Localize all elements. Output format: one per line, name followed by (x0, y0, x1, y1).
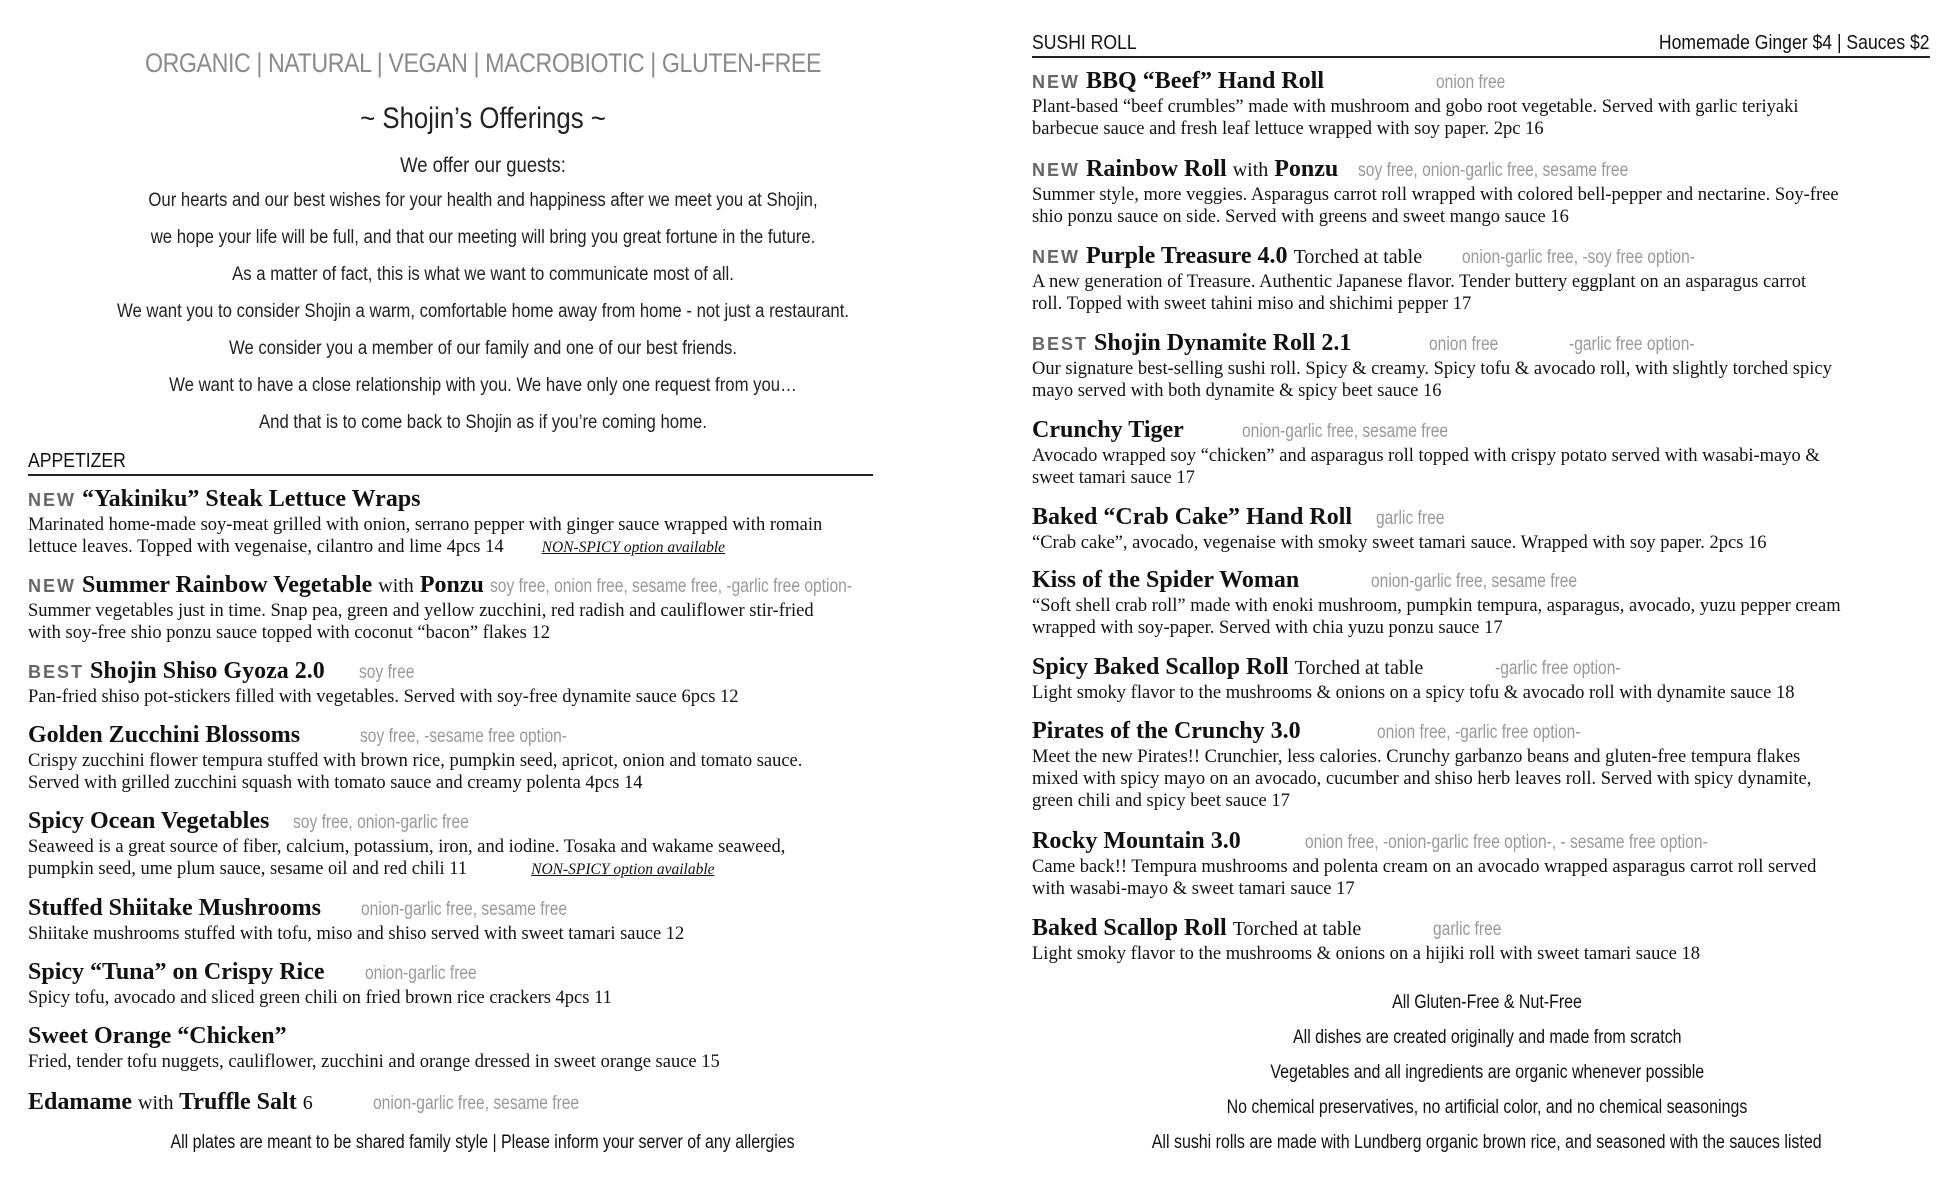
dietary-notes: onion free (1429, 334, 1499, 355)
intro-text (28, 150, 938, 441)
fact-line: All Gluten-Free & Nut-Free (1392, 992, 1582, 1013)
intro-line: Our hearts and our best wishes for your health and happiness after we meet you at Shojin, (148, 190, 818, 211)
new-badge: NEW (1032, 72, 1080, 92)
item-name: Spicy Ocean Vegetables (28, 808, 270, 834)
item-desc: Came back!! Tempura mushrooms and polenta cream on an avocado wrapped asparagus carrot roll served (1032, 857, 1817, 877)
shared-plates-note: All plates are meant to be shared family style | Please inform your server of any allergies (170, 1132, 796, 1153)
intro-line: And that is to come back to Shojin as if you’re coming home. (259, 412, 707, 433)
menu-item (1032, 241, 1960, 315)
fact-line: All dishes are created originally and made from scratch (1292, 1027, 1682, 1048)
intro-line: We want to have a close relationship with you. We have only one request from you… (169, 375, 797, 396)
item-name: Golden Zucchini Blossoms (28, 722, 301, 748)
ginger-sauce-prices: Homemade Ginger $4 | Sauces $2 (1659, 32, 1930, 54)
fact-line: No chemical preservatives, no artificial color, and no chemical seasonings (1226, 1097, 1748, 1118)
item-desc: “Soft shell crab roll” made with enoki mushroom, pumpkin tempura, asparagus, avocado, yuzu pepper cream (1032, 596, 1841, 616)
dietary-notes: garlic free (1433, 919, 1502, 940)
restaurant-facts (1032, 985, 1942, 1160)
menu-item (28, 1021, 958, 1073)
item-desc: lettuce leaves. Topped with vegenaise, cilantro and lime 4pcs 14 (28, 537, 504, 557)
dietary-notes: soy free, -sesame free option- (360, 726, 568, 747)
intro-line: We want you to consider Shojin a warm, comfortable home away from home - not just a restaurant. (117, 301, 849, 322)
item-desc: Light smoky flavor to the mushrooms & onions on a hijiki roll with sweet tamari sauce 18 (1032, 944, 1700, 964)
item-desc: Fried, tender tofu nuggets, cauliflower, zucchini and orange dressed in sweet orange sauce 15 (28, 1052, 720, 1072)
item-name: Baked Scallop Roll (1032, 915, 1227, 941)
menu-item (28, 484, 958, 559)
item-name: Purple Treasure 4.0 (1086, 243, 1288, 269)
item-desc: Our signature best-selling sushi roll. Spicy & creamy. Spicy tofu & avocado roll, with slightly torched spicy (1032, 359, 1832, 379)
menu-item (1032, 66, 1960, 140)
menu-item (28, 893, 958, 945)
dietary-notes: onion free (1436, 72, 1506, 93)
menu-item (28, 957, 958, 1009)
item-desc: green chili and spicy beet sauce 17 (1032, 791, 1290, 811)
item-name-2: Ponzu (1274, 156, 1339, 182)
item-name: Rainbow Roll (1086, 156, 1227, 182)
new-badge: NEW (28, 576, 76, 596)
item-name: Sweet Orange “Chicken” (28, 1023, 287, 1049)
best-badge: BEST (1032, 334, 1089, 354)
dietary-notes-2: -garlic free option- (1569, 334, 1695, 355)
menu-item (1032, 913, 1960, 965)
item-desc: Light smoky flavor to the mushrooms & onions on a spicy tofu & avocado roll with dynamite sauce 18 (1032, 683, 1795, 703)
menu-item (1032, 154, 1960, 228)
torched-note: Torched at table (1294, 657, 1424, 679)
dietary-notes: onion-garlic free (364, 963, 477, 984)
intro-line: As a matter of fact, this is what we want to communicate most of all. (232, 264, 734, 285)
menu-item (28, 720, 958, 794)
item-name: Kiss of the Spider Woman (1032, 567, 1300, 593)
dietary-notes: onion-garlic free, -soy free option- (1462, 247, 1696, 268)
item-desc: with wasabi-mayo & sweet tamari sauce 17 (1032, 879, 1355, 899)
item-name: Stuffed Shiitake Mushrooms (28, 895, 321, 921)
torched-note: Torched at table (1232, 918, 1362, 940)
dietary-notes: onion free, -onion-garlic free option-, - sesame free option- (1304, 832, 1708, 853)
dietary-notes: onion-garlic free, sesame free (360, 899, 568, 920)
item-desc: wrapped with soy-paper. Served with chia yuzu ponzu sauce 17 (1032, 618, 1503, 638)
with-word: with (1232, 159, 1269, 181)
item-desc: Avocado wrapped soy “chicken” and asparagus roll topped with crispy potato served with wasabi-mayo & (1032, 446, 1820, 466)
dietary-notes: soy free, onion free, sesame free, -garlic free option- (489, 576, 852, 597)
item-desc: barbecue sauce and fresh leaf lettuce wrapped with soy paper. 2pc 16 (1032, 119, 1544, 139)
item-desc: Shiitake mushrooms stuffed with tofu, miso and shiso served with sweet tamari sauce 12 (28, 924, 685, 944)
new-badge: NEW (28, 490, 76, 510)
item-name: Spicy Baked Scallop Roll (1032, 654, 1289, 680)
offerings-title: ~ Shojin’s Offerings ~ (360, 102, 606, 135)
menu-item (1032, 415, 1960, 489)
tagline: ORGANIC | NATURAL | VEGAN | MACROBIOTIC | GLUTEN-FREE (144, 48, 822, 78)
item-desc: Spicy tofu, avocado and sliced green chili on fried brown rice crackers 4pcs 11 (28, 988, 612, 1008)
item-desc: with soy-free shio ponzu sauce topped with coconut “bacon” flakes 12 (28, 623, 550, 643)
new-badge: NEW (1032, 160, 1080, 180)
menu-item (1032, 328, 1960, 402)
dietary-notes: soy free, onion-garlic free (293, 812, 470, 833)
menu-item (1032, 826, 1960, 900)
item-desc: Marinated home-made soy-meat grilled with onion, serrano pepper with ginger sauce wrapped with romain (28, 515, 823, 535)
item-name: Spicy “Tuna” on Crispy Rice (28, 959, 325, 985)
item-name: Summer Rainbow Vegetable (82, 572, 373, 598)
dietary-notes: onion-garlic free, sesame free (1371, 571, 1578, 592)
menu-item (28, 806, 958, 881)
item-name: Baked “Crab Cake” Hand Roll (1032, 504, 1353, 530)
torched-note: Torched at table (1293, 246, 1423, 268)
sushi-heading: SUSHI ROLL Homemade Ginger $4 | Sauces $2 (1032, 30, 1930, 58)
intro-line: we hope your life will be full, and that our meeting will bring you great fortune in the future. (150, 227, 816, 248)
item-price: 6 (302, 1092, 313, 1114)
item-desc: Pan-fried shiso pot-stickers filled with vegetables. Served with soy-free dynamite sauce 6pcs 12 (28, 687, 739, 707)
item-name: Edamame (28, 1089, 132, 1115)
item-name: Pirates of the Crunchy 3.0 (1032, 718, 1301, 744)
non-spicy-option: NON-SPICY option available (541, 539, 726, 556)
item-name: “Yakiniku” Steak Lettuce Wraps (82, 486, 421, 512)
non-spicy-option: NON-SPICY option available (531, 861, 715, 878)
item-desc: “Crab cake”, avocado, vegenaise with smoky sweet tamari sauce. Wrapped with soy paper. 2pcs 16 (1032, 533, 1767, 553)
appetizer-heading: APPETIZER (28, 448, 873, 476)
dietary-notes: -garlic free option- (1495, 658, 1621, 679)
item-desc: mixed with spicy mayo on an avocado, cucumber and shiso herb leaves roll. Served with spicy dynamite, (1032, 769, 1812, 789)
menu-item (28, 656, 958, 708)
menu-item (1032, 716, 1960, 812)
item-desc: Summer style, more veggies. Asparagus carrot roll wrapped with colored bell-pepper and nectarine. Soy-free (1032, 185, 1839, 205)
new-badge: NEW (1032, 247, 1080, 267)
item-name: Shojin Shiso Gyoza 2.0 (90, 658, 325, 684)
item-desc: Served with grilled zucchini squash with tomato sauce and creamy polenta 4pcs 14 (28, 773, 643, 793)
item-name: Rocky Mountain 3.0 (1032, 828, 1241, 854)
dietary-notes: onion-garlic free, sesame free (1241, 421, 1448, 442)
item-desc: Meet the new Pirates!! Crunchier, less calories. Crunchy garbanzo beans and gluten-free tempura flakes (1032, 747, 1801, 767)
item-name-2: Truffle Salt (179, 1089, 297, 1115)
item-desc: Plant-based “beef crumbles” made with mushroom and gobo root vegetable. Served with garlic teriyaki (1032, 97, 1799, 117)
menu-item (28, 570, 958, 644)
item-name: Crunchy Tiger (1032, 417, 1184, 443)
fact-line: Vegetables and all ingredients are organic whenever possible (1270, 1062, 1704, 1083)
item-desc: shio ponzu sauce on side. Served with greens and sweet mango sauce 16 (1032, 207, 1569, 227)
menu-item (1032, 565, 1960, 639)
fact-line: All sushi rolls are made with Lundberg organic brown rice, and seasoned with the sauces listed (1152, 1132, 1822, 1153)
dietary-notes: onion free, -garlic free option- (1376, 722, 1581, 743)
dietary-notes: garlic free (1376, 508, 1445, 529)
menu-item (28, 1087, 958, 1117)
item-name-2: Ponzu (419, 572, 484, 598)
item-name: BBQ “Beef” Hand Roll (1086, 68, 1325, 94)
item-desc: roll. Topped with sweet tahini miso and shichimi pepper 17 (1032, 294, 1472, 314)
dietary-notes: onion-garlic free, sesame free (372, 1093, 579, 1114)
intro-line: We offer our guests: (400, 154, 566, 177)
best-badge: BEST (28, 662, 85, 682)
with-word: with (378, 575, 414, 597)
item-desc: sweet tamari sauce 17 (1032, 468, 1195, 488)
menu-item (1032, 652, 1960, 704)
item-desc: pumpkin seed, ume plum sauce, sesame oil and red chili 11 (28, 859, 468, 879)
dietary-notes: soy free, onion-garlic free, sesame free (1358, 160, 1629, 181)
item-desc: Summer vegetables just in time. Snap pea, green and yellow zucchini, red radish and cauliflower stir-fried (28, 601, 814, 621)
item-desc: mayo served with both dynamite & spicy beet sauce 16 (1032, 381, 1442, 401)
menu-item (1032, 502, 1960, 554)
item-name: Shojin Dynamite Roll 2.1 (1094, 330, 1352, 356)
dietary-notes: soy free (358, 662, 415, 683)
with-word: with (138, 1092, 174, 1114)
item-desc: Seaweed is a great source of fiber, calcium, potassium, iron, and iodine. Tosaka and wakame seaweed, (28, 837, 786, 857)
item-desc: A new generation of Treasure. Authentic Japanese flavor. Tender buttery eggplant on an asparagus carrot (1032, 272, 1807, 292)
item-desc: Crispy zucchini flower tempura stuffed with brown rice, pumpkin seed, apricot, onion and tomato sauce. (28, 751, 803, 771)
intro-line: We consider you a member of our family and one of our best friends. (228, 338, 738, 359)
